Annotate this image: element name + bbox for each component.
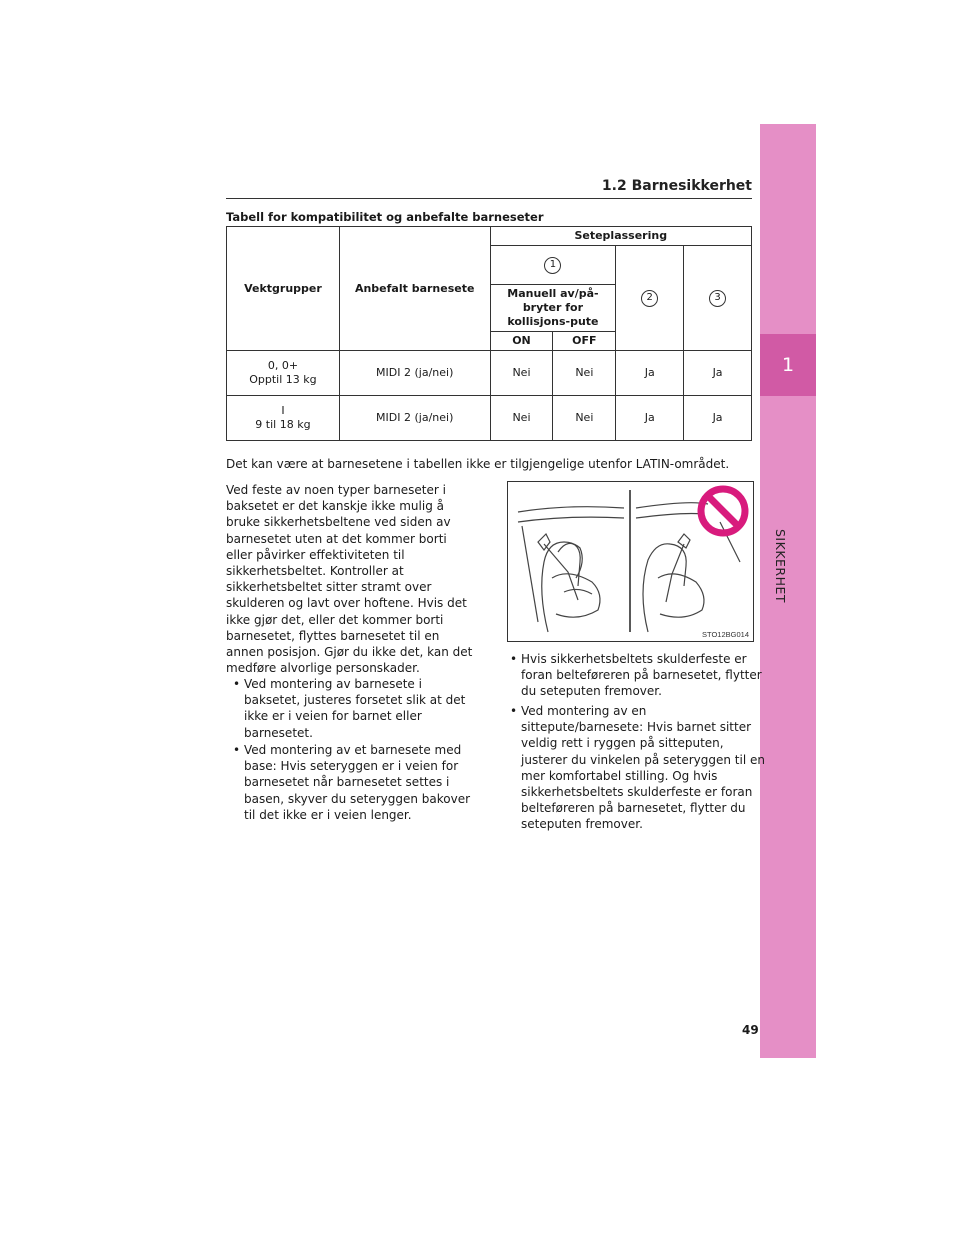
position-1-marker: 1	[544, 257, 561, 274]
table-title: Tabell for kompatibilitet og anbefalte barneseter	[226, 210, 544, 224]
seat-cell: MIDI 2 (ja/nei)	[339, 396, 490, 441]
chapter-number: 1	[760, 334, 816, 396]
header-airbag-switch: Manuell av/på-bryter for kollisjons-pute	[490, 285, 616, 332]
position-3-marker: 3	[709, 290, 726, 307]
compatibility-table	[226, 226, 752, 441]
availability-note: Det kan være at barnesetene i tabellen ikke er tilgjengelige utenfor LATIN-området.	[226, 457, 730, 471]
header-on: ON	[490, 332, 553, 351]
chapter-side-tab	[760, 124, 816, 1058]
section-title: 1.2 Barnesikkerhet	[601, 178, 752, 194]
header-position-3	[684, 246, 752, 351]
on-cell: Nei	[490, 396, 553, 441]
header-position-2	[616, 246, 684, 351]
weight-group-cell: I 9 til 18 kg	[227, 396, 340, 441]
chapter-label: SIKKERHET	[773, 529, 788, 604]
body-paragraph: Ved feste av noen typer barneseter i baksetet er det kanskje ikke mulig å bruke sikkerhetsbeltene ved siden av barnesetet uten at det kommer borti eller påvirker effektiviteten til sikkerhetsbeltet. Kontroller at sikkerhetsbeltet sitter stramt over skulderen og lavt over hoftene. Hvis det ikke gjør det, eller det kommer borti barnesetet, flyttes barnesetet til en annen posisjon. Gjør du ikke det, kan det medføre alvorlige personskader.	[226, 483, 473, 676]
on-cell: Nei	[490, 351, 553, 396]
header-weight-groups: Vektgrupper	[227, 227, 340, 351]
weight-group-cell: 0, 0+ Opptil 13 kg	[227, 351, 340, 396]
off-cell: Nei	[553, 351, 616, 396]
table-row	[227, 351, 752, 396]
table-row	[227, 396, 752, 441]
position-2-cell: Ja	[616, 396, 684, 441]
list-item: • Hvis sikkerhetsbeltets skulderfeste er foran belteføreren på barnesetet, flytter du seteputen fremover.	[510, 652, 762, 699]
header-seat-position: Seteplassering	[490, 227, 751, 246]
header-off: OFF	[553, 332, 616, 351]
list-item: • Ved montering av barnesete i baksetet, justeres forsetet slik at det ikke er i veien for barnet eller barnesetet.	[233, 677, 466, 740]
list-item: • Ved montering av en sittepute/barnesete: Hvis barnet sitter veldig rett i ryggen på sitteputen, justerer du vinkelen på seteryggen til en mer komfortabel stilling. Og hvis sikkerhetsbeltets skulderfeste er foran belteføreren på barnesetet, flytter du seteputen fremover.	[510, 704, 765, 832]
off-cell: Nei	[553, 396, 616, 441]
belt-illustration	[507, 481, 754, 642]
position-2-marker: 2	[641, 290, 658, 307]
position-3-cell: Ja	[684, 351, 752, 396]
figure-code: STO12BG014	[702, 630, 749, 639]
header-position-1	[490, 246, 616, 285]
page-number: 49	[742, 1023, 759, 1037]
seat-cell: MIDI 2 (ja/nei)	[339, 351, 490, 396]
section-divider	[226, 198, 752, 199]
prohibition-icon	[694, 482, 752, 540]
list-item: • Ved montering av et barnesete med base: Hvis seteryggen er i veien for barnesetet når barnesetet settes i basen, skyver du seteryggen bakover til det ikke er i veien lenger.	[233, 743, 471, 822]
header-recommended-seat: Anbefalt barnesete	[339, 227, 490, 351]
position-2-cell: Ja	[616, 351, 684, 396]
position-3-cell: Ja	[684, 396, 752, 441]
